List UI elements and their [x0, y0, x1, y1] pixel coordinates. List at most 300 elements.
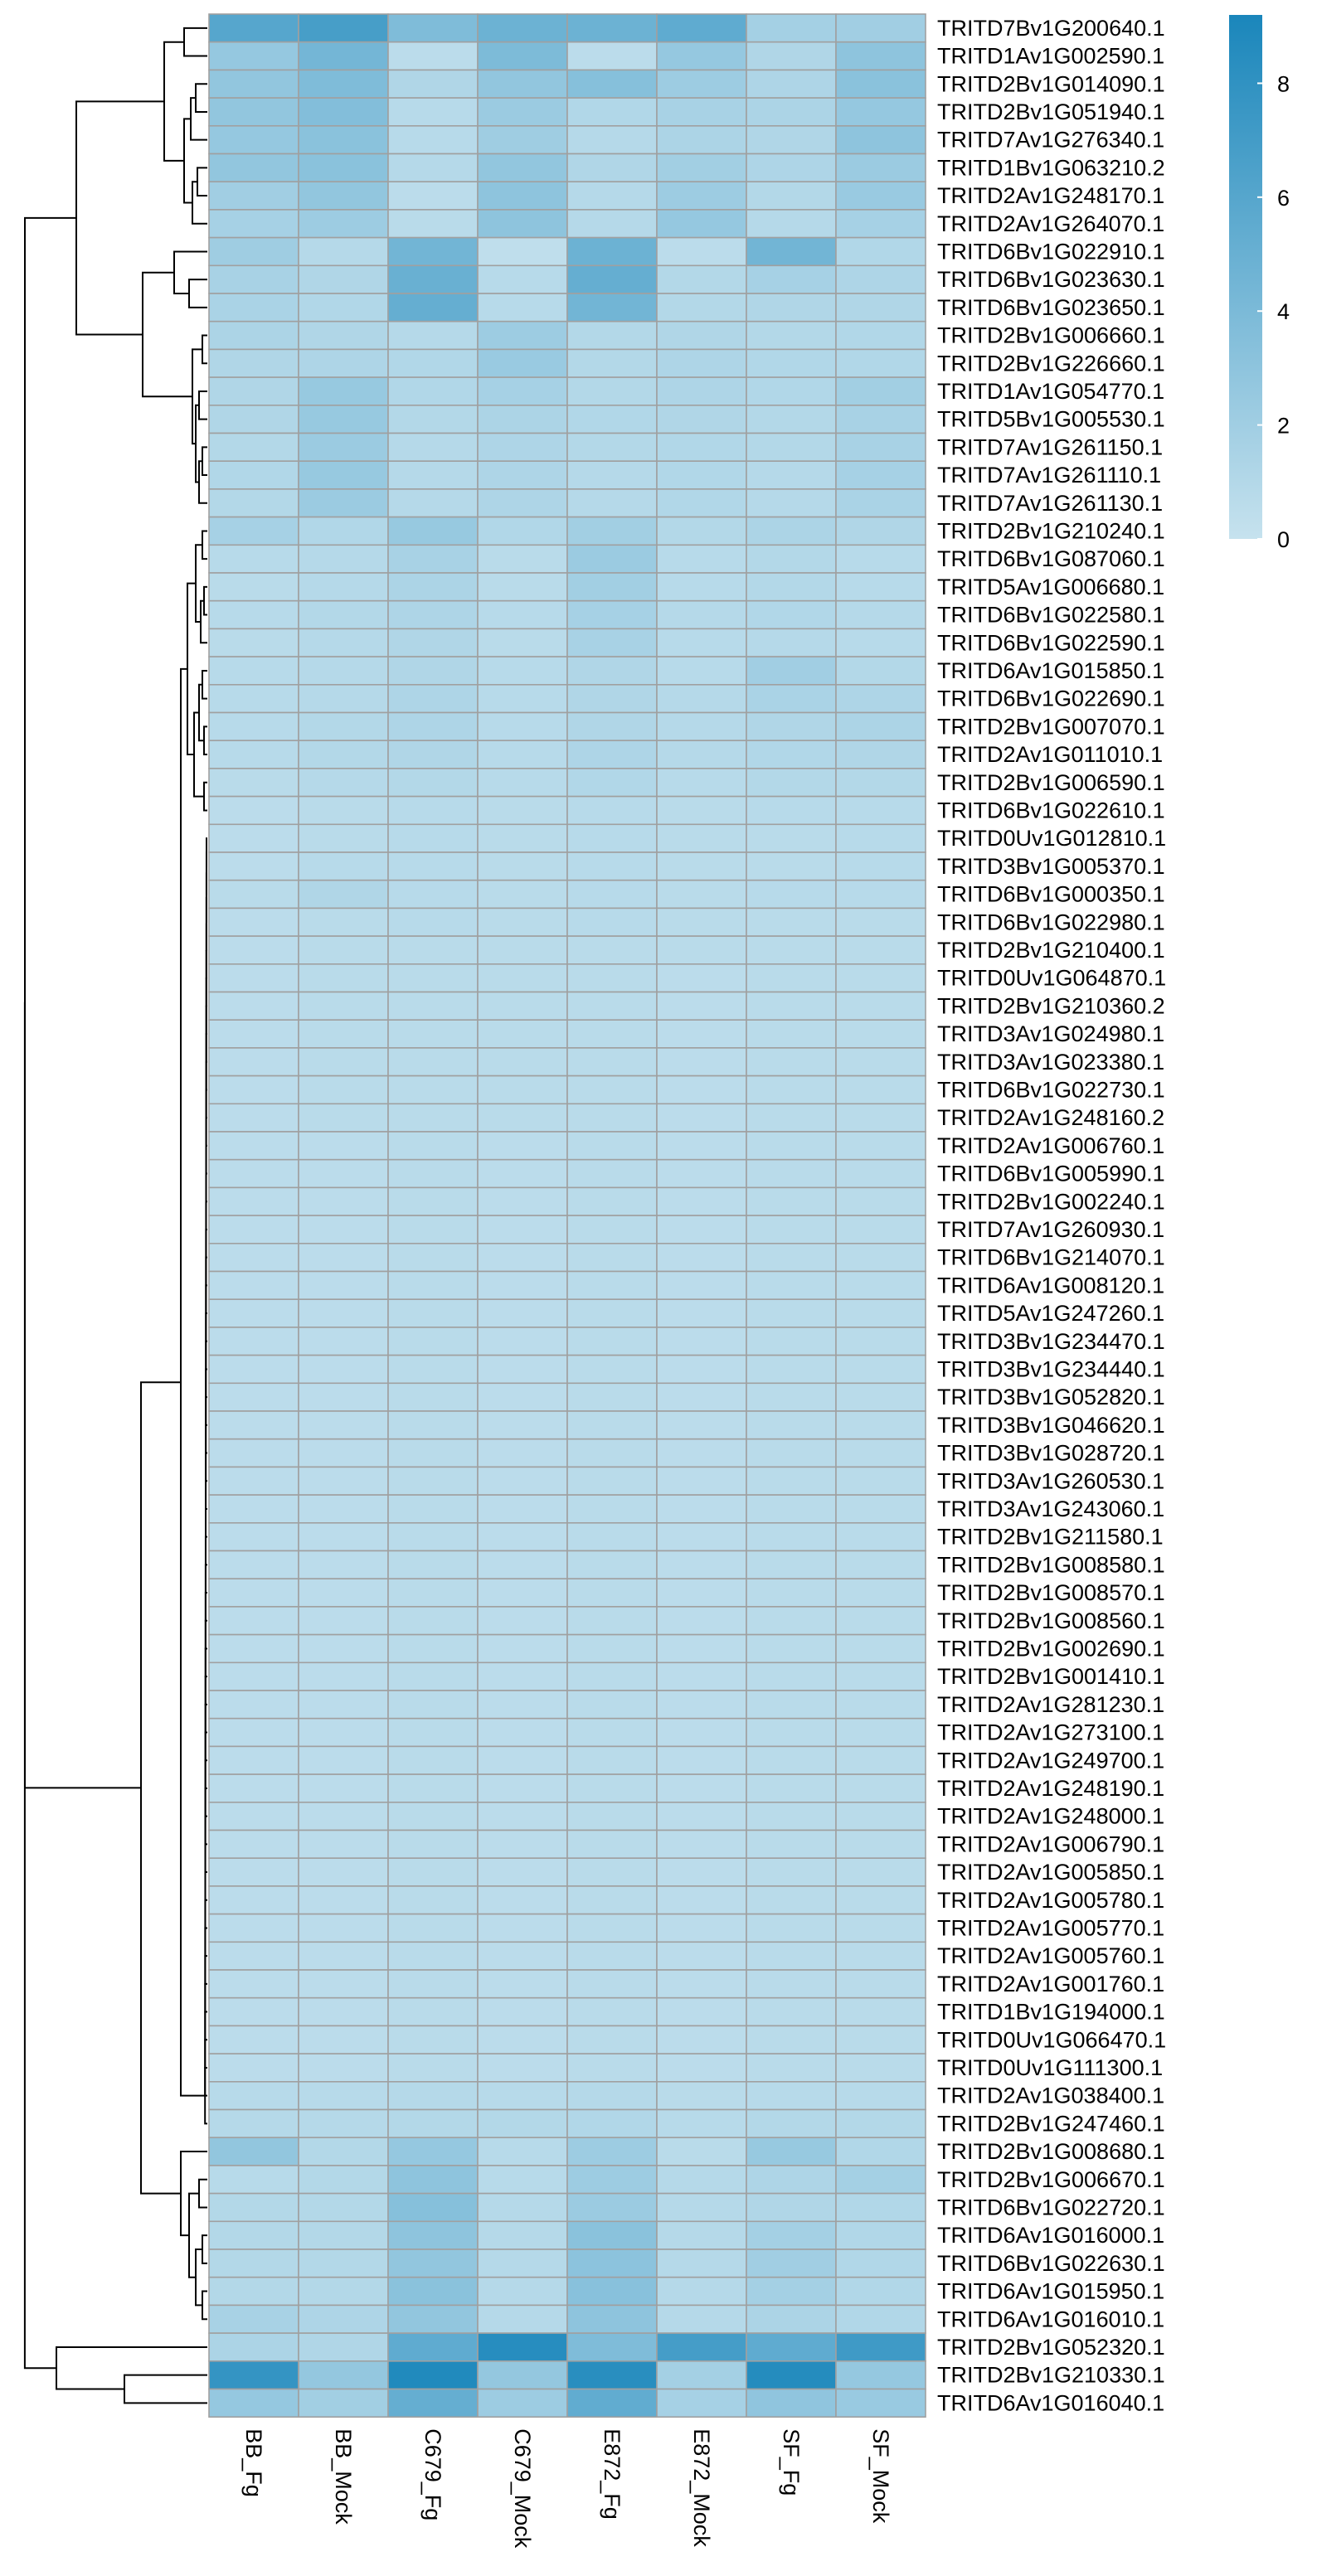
heatmap-cell	[746, 2137, 836, 2166]
heatmap-cell	[478, 1132, 567, 1160]
row-label: TRITD5Bv1G005530.1	[937, 406, 1165, 432]
dendrogram-branch	[202, 336, 207, 364]
heatmap-cell	[209, 1746, 299, 1774]
heatmap-cell	[299, 1662, 388, 1691]
heatmap-cell	[567, 238, 657, 266]
heatmap-cell	[388, 852, 478, 880]
heatmap-cell	[657, 70, 746, 98]
heatmap-cell	[657, 2333, 746, 2361]
heatmap-cell	[299, 1607, 388, 1635]
heatmap-cell	[209, 2194, 299, 2222]
heatmap-cell	[567, 1886, 657, 1914]
heatmap-cell	[746, 1076, 836, 1104]
heatmap-cell	[299, 1160, 388, 1188]
heatmap-cell	[299, 1774, 388, 1802]
heatmap-cell	[746, 1607, 836, 1635]
heatmap-cell	[657, 2221, 746, 2249]
row-label: TRITD6Bv1G022690.1	[937, 686, 1165, 711]
heatmap-cell	[388, 1327, 478, 1356]
heatmap-cell	[299, 1272, 388, 1300]
heatmap-cell	[746, 852, 836, 880]
heatmap-cell	[388, 1411, 478, 1439]
heatmap-cell	[478, 265, 567, 293]
heatmap-cell	[388, 1914, 478, 1943]
heatmap-cell	[746, 1299, 836, 1327]
heatmap-cell	[299, 1132, 388, 1160]
heatmap-cell	[209, 1998, 299, 2026]
heatmap-cell	[746, 1746, 836, 1774]
heatmap-cell	[209, 2249, 299, 2278]
heatmap-cell	[746, 1970, 836, 1998]
heatmap-cell	[746, 1551, 836, 1579]
heatmap-cell	[567, 1831, 657, 1859]
heatmap-cell	[299, 880, 388, 909]
dendrogram-branch	[199, 391, 207, 420]
heatmap-cell	[299, 126, 388, 154]
row-label: TRITD1Av1G054770.1	[937, 378, 1165, 404]
heatmap-cell	[478, 293, 567, 322]
heatmap-cell	[567, 1383, 657, 1411]
heatmap-cell	[836, 517, 926, 546]
heatmap-cell	[657, 210, 746, 238]
heatmap-cell	[657, 992, 746, 1021]
heatmap-cell	[746, 992, 836, 1021]
dendrogram-branch	[181, 669, 205, 2096]
heatmap-cell	[657, 1076, 746, 1104]
heatmap-cell	[657, 740, 746, 769]
heatmap-cell	[299, 42, 388, 70]
row-label: TRITD6Bv1G022580.1	[937, 602, 1165, 628]
heatmap-cell	[746, 1495, 836, 1523]
row-label: TRITD3Bv1G005370.1	[937, 853, 1165, 879]
heatmap-cell	[836, 1299, 926, 1327]
heatmap-cell	[836, 2333, 926, 2361]
heatmap-cell	[836, 70, 926, 98]
heatmap-cell	[388, 1048, 478, 1076]
row-label: TRITD2Bv1G008680.1	[937, 2139, 1165, 2165]
heatmap-cell	[567, 42, 657, 70]
heatmap-cell	[478, 154, 567, 182]
heatmap-cell	[388, 545, 478, 573]
heatmap-cell	[299, 573, 388, 601]
row-dendrogram	[25, 28, 207, 2404]
heatmap-cell	[209, 1886, 299, 1914]
heatmap-cell	[746, 377, 836, 405]
heatmap-cell	[746, 713, 836, 741]
heatmap-cell	[567, 601, 657, 629]
heatmap-cell	[657, 2389, 746, 2418]
row-label: TRITD6Bv1G022730.1	[937, 1077, 1165, 1103]
heatmap-cell	[746, 1244, 836, 1272]
heatmap-cell	[388, 2361, 478, 2389]
heatmap-cell	[478, 98, 567, 126]
heatmap-cell	[209, 1244, 299, 1272]
heatmap-cell	[657, 182, 746, 210]
heatmap-cell	[209, 908, 299, 936]
heatmap-cell	[388, 1719, 478, 1747]
heatmap-cell	[299, 98, 388, 126]
heatmap-cell	[567, 1998, 657, 2026]
heatmap-cell	[209, 1523, 299, 1551]
heatmap-cell	[299, 322, 388, 350]
heatmap-cell	[836, 1858, 926, 1886]
heatmap-cell	[209, 349, 299, 377]
heatmap-cell	[209, 405, 299, 434]
heatmap-cell	[209, 1132, 299, 1160]
heatmap-cell	[388, 238, 478, 266]
heatmap-cell	[657, 2249, 746, 2278]
column-label: SF_Mock	[868, 2428, 893, 2524]
row-label: TRITD3Bv1G046620.1	[937, 1412, 1165, 1438]
heatmap-cell	[567, 461, 657, 489]
heatmap-cell	[299, 1495, 388, 1523]
row-label: TRITD0Uv1G111300.1	[937, 2054, 1164, 2080]
heatmap-cell	[209, 322, 299, 350]
heatmap-cell	[299, 2137, 388, 2166]
heatmap-cell	[567, 1858, 657, 1886]
heatmap-cell	[836, 1272, 926, 1300]
heatmap-cell	[388, 489, 478, 517]
row-label: TRITD6Bv1G023650.1	[937, 294, 1165, 320]
heatmap-cell	[209, 1076, 299, 1104]
heatmap-cell	[388, 1244, 478, 1272]
heatmap-cell	[836, 434, 926, 462]
heatmap-cell	[567, 1299, 657, 1327]
heatmap-cell	[299, 1411, 388, 1439]
row-label: TRITD2Av1G038400.1	[937, 2083, 1165, 2108]
heatmap-cell	[388, 1523, 478, 1551]
heatmap-cell	[836, 1327, 926, 1356]
heatmap-cell	[746, 1802, 836, 1831]
heatmap-cell	[388, 601, 478, 629]
heatmap-cell	[388, 1356, 478, 1384]
heatmap-cell	[209, 1691, 299, 1719]
heatmap-cell	[746, 14, 836, 42]
heatmap-cell	[746, 2166, 836, 2194]
heatmap-cell	[657, 489, 746, 517]
heatmap-cell	[388, 2333, 478, 2361]
heatmap-cell	[478, 628, 567, 657]
heatmap-cell	[567, 1467, 657, 1495]
heatmap-cell	[746, 126, 836, 154]
heatmap-cell	[478, 349, 567, 377]
heatmap-cell	[657, 405, 746, 434]
heatmap-cell	[836, 1719, 926, 1747]
heatmap-cell	[567, 1160, 657, 1188]
heatmap-cell	[657, 545, 746, 573]
heatmap-cell	[567, 2025, 657, 2054]
heatmap-cell	[567, 1523, 657, 1551]
heatmap-cell	[746, 2025, 836, 2054]
heatmap-cell	[836, 657, 926, 685]
row-label: TRITD3Bv1G028720.1	[937, 1440, 1165, 1466]
heatmap-cell	[746, 1942, 836, 1970]
heatmap-cell	[478, 824, 567, 852]
heatmap-cell	[299, 238, 388, 266]
heatmap-cell	[746, 405, 836, 434]
dendrogram-branch	[196, 2249, 202, 2305]
heatmap-cell	[299, 936, 388, 964]
heatmap-cell	[746, 2333, 836, 2361]
heatmap-cell	[746, 434, 836, 462]
heatmap-cell	[209, 1774, 299, 1802]
heatmap-cell	[746, 1662, 836, 1691]
heatmap-cell	[836, 126, 926, 154]
heatmap-cell	[567, 322, 657, 350]
dendrogram-branch	[189, 279, 207, 308]
heatmap-cell	[388, 210, 478, 238]
heatmap-cell	[657, 2166, 746, 2194]
heatmap-cell	[567, 657, 657, 685]
heatmap-cell	[478, 1942, 567, 1970]
heatmap-cell	[388, 797, 478, 825]
heatmap-cell	[209, 1831, 299, 1859]
heatmap-cell	[746, 70, 836, 98]
dendrogram-branch	[202, 2292, 207, 2320]
heatmap-cell	[836, 1356, 926, 1384]
row-label: TRITD7Av1G261150.1	[937, 434, 1164, 460]
heatmap-cell	[299, 1719, 388, 1747]
heatmap-cell	[836, 1020, 926, 1048]
heatmap-cell	[299, 2082, 388, 2110]
heatmap-cell	[478, 1187, 567, 1215]
row-label: TRITD7Bv1G200640.1	[937, 15, 1165, 41]
heatmap-cell	[478, 657, 567, 685]
heatmap-cell	[299, 2166, 388, 2194]
heatmap-cell	[478, 1215, 567, 1244]
heatmap-cell	[836, 1467, 926, 1495]
heatmap-cell	[836, 1439, 926, 1467]
row-label: TRITD2Av1G264070.1	[937, 211, 1165, 236]
heatmap-cell	[478, 1495, 567, 1523]
heatmap-cell	[657, 573, 746, 601]
heatmap-cell	[746, 1523, 836, 1551]
heatmap-cell	[836, 1998, 926, 2026]
row-label: TRITD2Bv1G002690.1	[937, 1636, 1165, 1662]
row-label: TRITD3Av1G024980.1	[937, 1021, 1165, 1047]
heatmap-cell	[388, 1831, 478, 1859]
column-label: C679_Mock	[510, 2428, 535, 2549]
row-label: TRITD2Av1G248190.1	[937, 1775, 1165, 1801]
heatmap-cell	[657, 1746, 746, 1774]
heatmap-cell	[836, 1104, 926, 1132]
heatmap-cell	[657, 1272, 746, 1300]
heatmap-cell	[388, 1551, 478, 1579]
heatmap-cell	[567, 1914, 657, 1943]
heatmap-cell	[836, 461, 926, 489]
heatmap-cell	[746, 98, 836, 126]
heatmap-cell	[299, 601, 388, 629]
heatmap-cell	[657, 2305, 746, 2333]
row-label: TRITD2Bv1G008580.1	[937, 1552, 1165, 1578]
heatmap-cell	[567, 377, 657, 405]
heatmap-cell	[567, 1607, 657, 1635]
row-label: TRITD1Bv1G194000.1	[937, 1999, 1165, 2025]
heatmap-cell	[209, 2054, 299, 2082]
heatmap-cell	[567, 1970, 657, 1998]
heatmap-cell	[836, 154, 926, 182]
heatmap-cell	[299, 1831, 388, 1859]
heatmap-cell	[567, 2054, 657, 2082]
heatmap-cell	[209, 1439, 299, 1467]
heatmap-cell	[388, 1802, 478, 1831]
heatmap-cell	[836, 1523, 926, 1551]
heatmap-cell	[209, 1942, 299, 1970]
heatmap-cell	[657, 1551, 746, 1579]
heatmap-cell	[567, 1662, 657, 1691]
heatmap-cell	[299, 2249, 388, 2278]
heatmap-cell	[836, 349, 926, 377]
heatmap-cell	[746, 182, 836, 210]
row-label: TRITD2Av1G005760.1	[937, 1943, 1165, 1969]
row-label: TRITD6Bv1G000350.1	[937, 881, 1165, 907]
row-label: TRITD2Bv1G052320.1	[937, 2334, 1165, 2360]
column-label: BB_Fg	[241, 2428, 266, 2497]
heatmap-cell	[478, 2389, 567, 2418]
heatmap-cell	[478, 740, 567, 769]
heatmap-cell	[567, 14, 657, 42]
heatmap-cell	[299, 1858, 388, 1886]
heatmap-cell	[299, 797, 388, 825]
heatmap-cell	[746, 601, 836, 629]
heatmap-cell	[836, 265, 926, 293]
heatmap-cell	[388, 1160, 478, 1188]
heatmap-cell	[299, 992, 388, 1021]
heatmap-cell	[567, 405, 657, 434]
heatmap-cell	[567, 2221, 657, 2249]
heatmap-cell	[657, 98, 746, 126]
heatmap-cell	[746, 964, 836, 992]
heatmap-cell	[746, 1579, 836, 1607]
heatmap-cell	[657, 1132, 746, 1160]
heatmap-cell	[478, 1439, 567, 1467]
heatmap-cell	[299, 2110, 388, 2138]
heatmap-cell	[478, 685, 567, 713]
heatmap-cell	[299, 377, 388, 405]
heatmap-cell	[657, 1411, 746, 1439]
heatmap-cell	[836, 1048, 926, 1076]
heatmap-cell	[567, 2249, 657, 2278]
heatmap-cell	[388, 1998, 478, 2026]
heatmap-cell	[299, 1914, 388, 1943]
heatmap-cell	[657, 601, 746, 629]
heatmap-cell	[209, 1327, 299, 1356]
row-label: TRITD2Av1G248000.1	[937, 1803, 1165, 1829]
heatmap-cell	[299, 1886, 388, 1914]
heatmap-cell	[388, 1383, 478, 1411]
heatmap-cell	[567, 154, 657, 182]
legend-tick-label: 8	[1277, 71, 1290, 97]
heatmap-cell	[746, 1187, 836, 1215]
heatmap-cell	[836, 769, 926, 797]
heatmap-cell	[299, 685, 388, 713]
heatmap-cell	[299, 1244, 388, 1272]
heatmap-cell	[209, 769, 299, 797]
heatmap-cell	[567, 1020, 657, 1048]
heatmap-cell	[478, 405, 567, 434]
heatmap-cell	[388, 2249, 478, 2278]
heatmap-cell	[209, 489, 299, 517]
heatmap-cell	[836, 1635, 926, 1663]
heatmap-cell	[836, 2221, 926, 2249]
row-label: TRITD1Av1G002590.1	[937, 43, 1165, 69]
heatmap-cell	[746, 42, 836, 70]
heatmap-cell	[746, 2278, 836, 2306]
heatmap-cell	[299, 405, 388, 434]
heatmap-cell	[836, 1970, 926, 1998]
heatmap-cell	[746, 1048, 836, 1076]
row-label: TRITD2Bv1G006660.1	[937, 323, 1165, 348]
heatmap-cell	[567, 126, 657, 154]
heatmap-cell	[478, 992, 567, 1021]
heatmap-cell	[388, 98, 478, 126]
heatmap-cell	[746, 628, 836, 657]
heatmap-cell	[388, 349, 478, 377]
heatmap-cell	[657, 1579, 746, 1607]
heatmap-cell	[657, 1635, 746, 1663]
heatmap-cell	[657, 2194, 746, 2222]
heatmap-cell	[567, 740, 657, 769]
legend-tick-label: 6	[1277, 185, 1290, 211]
heatmap-cell	[209, 1467, 299, 1495]
heatmap-cell	[299, 1048, 388, 1076]
heatmap-cell	[478, 1719, 567, 1747]
heatmap-cell	[657, 1187, 746, 1215]
heatmap-cell	[388, 2278, 478, 2306]
heatmap-cell	[567, 908, 657, 936]
heatmap-cell	[746, 1383, 836, 1411]
heatmap-cell	[209, 1970, 299, 1998]
heatmap-cell	[836, 908, 926, 936]
heatmap-cell	[478, 1914, 567, 1943]
heatmap-cell	[388, 265, 478, 293]
heatmap-cell	[836, 2137, 926, 2166]
heatmap-cell	[657, 1662, 746, 1691]
row-label: TRITD2Av1G006790.1	[937, 1831, 1165, 1857]
heatmap-cell	[388, 2054, 478, 2082]
dendrogram-branch	[199, 2180, 207, 2208]
heatmap-cell	[567, 2305, 657, 2333]
heatmap-cell	[388, 1132, 478, 1160]
heatmap-cell	[478, 1970, 567, 1998]
heatmap-cell	[567, 1579, 657, 1607]
heatmap-cell	[836, 1942, 926, 1970]
dendrogram-branch	[143, 273, 192, 397]
heatmap-cell	[388, 1662, 478, 1691]
heatmap-cell	[657, 2361, 746, 2389]
dendrogram-branch	[202, 671, 207, 699]
row-label: TRITD3Bv1G052820.1	[937, 1385, 1165, 1410]
heatmap-cell	[388, 434, 478, 462]
heatmap-cell	[746, 2110, 836, 2138]
heatmap-cell	[746, 1914, 836, 1943]
heatmap-cell	[746, 740, 836, 769]
heatmap-cell	[657, 964, 746, 992]
heatmap-cell	[299, 964, 388, 992]
heatmap-cell	[657, 1858, 746, 1886]
heatmap-cell	[478, 1272, 567, 1300]
heatmap-cell	[299, 657, 388, 685]
heatmap-cell	[209, 2166, 299, 2194]
heatmap-cell	[746, 769, 836, 797]
heatmap-cell	[478, 2110, 567, 2138]
row-label: TRITD6Av1G016040.1	[937, 2390, 1165, 2416]
heatmap-cell	[478, 1831, 567, 1859]
heatmap-cell	[388, 824, 478, 852]
heatmap-cell	[299, 1356, 388, 1384]
heatmap-cell	[478, 1327, 567, 1356]
heatmap-cell	[478, 2166, 567, 2194]
